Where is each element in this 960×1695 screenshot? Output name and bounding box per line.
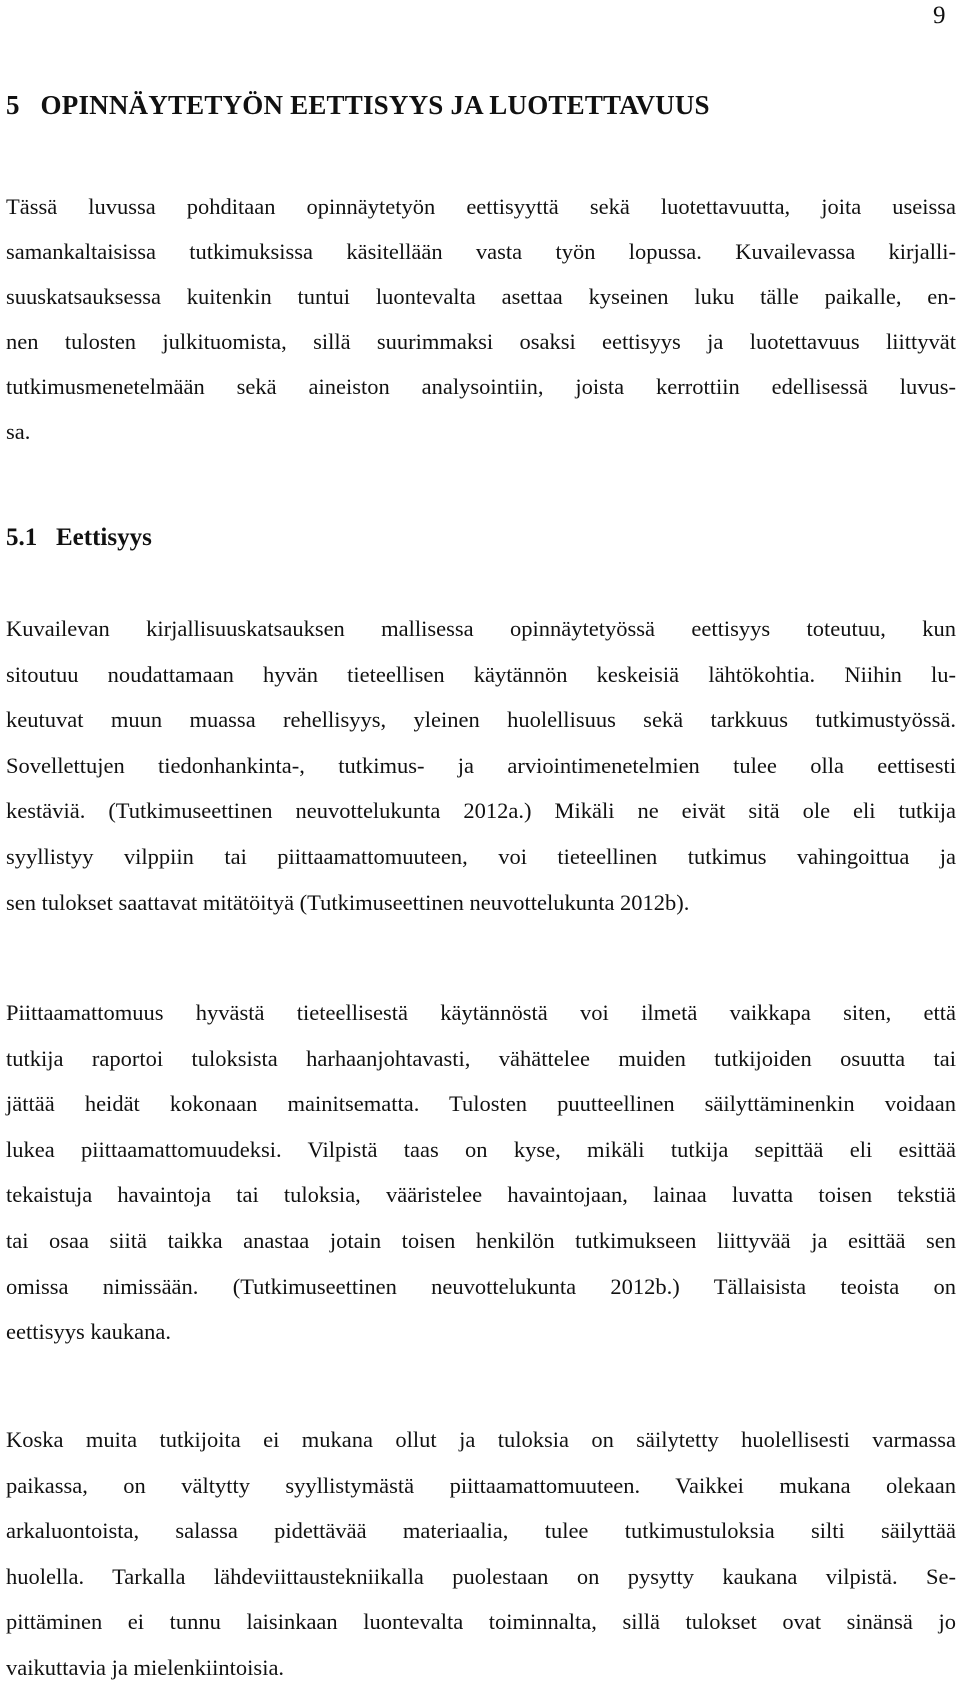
- chapter-heading: 5 OPINNÄYTETYÖN EETTISYYS JA LUOTETTAVUUS: [6, 90, 710, 120]
- text-line: tutkija raportoi tuloksista harhaanjohtavasti, vähättelee muiden tutkijoiden osuutta tai: [6, 1045, 956, 1071]
- text-line: tekaistuja havaintoja tai tuloksia, vääristelee havaintojaan, lainaa luvatta toisen tekstiä: [6, 1182, 956, 1208]
- text-line: huolella. Tarkalla lähdeviittaustekniikalla puolestaan on pysytty kaukana vilpistä. Se-: [6, 1563, 956, 1589]
- section-heading: 5.1 Eettisyys: [6, 524, 152, 551]
- text-line: vaikuttavia ja mielenkiintoisia.: [6, 1654, 285, 1680]
- text-line: paikassa, on vältytty syyllistymästä piittaamattomuuteen. Vaikkei mukana olekaan: [6, 1472, 956, 1498]
- body-paragraph-1: [6, 606, 956, 925]
- body-paragraph-3: [6, 1417, 956, 1691]
- text-line: kestäviä. (Tutkimuseettinen neuvottelukunta 2012a.) Mikäli ne eivät sitä ole eli tutkija: [6, 798, 956, 824]
- text-line: sa.: [6, 419, 31, 444]
- body-paragraph-2: [6, 990, 956, 1355]
- text-line: sen tulokset saattavat mitätöityä (Tutkimuseettinen neuvottelukunta 2012b).: [6, 889, 690, 915]
- text-line: pittäminen ei tunnu laisinkaan luontevalta toiminnalta, sillä tulokset ovat sinänsä jo: [6, 1609, 956, 1635]
- page-number: 9: [933, 2, 946, 29]
- intro-paragraph: [6, 184, 956, 454]
- text-line: arkaluontoista, salassa pidettävää materiaalia, tulee tutkimustuloksia silti säilyttää: [6, 1518, 956, 1544]
- text-line: sitoutuu noudattamaan hyvän tieteellisen käytännön keskeisiä lähtökohtia. Niihin lu-: [6, 661, 956, 687]
- text-line: omissa nimissään. (Tutkimuseettinen neuvottelukunta 2012b.) Tällaisista teoista on: [6, 1273, 956, 1299]
- text-line: samankaltaisissa tutkimuksissa käsitellään vasta työn lopussa. Kuvailevassa kirjalli-: [6, 239, 956, 264]
- text-line: lukea piittaamattomuudeksi. Vilpistä taas on kyse, mikäli tutkija sepittää eli esittää: [6, 1136, 956, 1162]
- text-line: jättää heidät kokonaan mainitsematta. Tulosten puutteellinen säilyttäminenkin voidaan: [6, 1091, 956, 1117]
- text-line: Kuvailevan kirjallisuuskatsauksen mallisessa opinnäytetyössä eettisyys toteutuu, kun: [6, 616, 956, 641]
- text-line: syyllistyy vilppiin tai piittaamattomuuteen, voi tieteellinen tutkimus vahingoittua ja: [6, 843, 956, 869]
- text-line: Koska muita tutkijoita ei mukana ollut ja tuloksia on säilytetty huolellisesti varmassa: [6, 1427, 956, 1452]
- text-line: nen tulosten julkituomista, sillä suurimmaksi osaksi eettisyys ja luotettavuus liittyvät: [6, 329, 956, 354]
- text-line: Tässä luvussa pohditaan opinnäytetyön eettisyyttä sekä luotettavuutta, joita useissa: [6, 194, 956, 219]
- text-line: keutuvat muun muassa rehellisyys, yleinen huolellisuus sekä tarkkuus tutkimustyössä.: [6, 707, 956, 733]
- text-line: eettisyys kaukana.: [6, 1319, 171, 1345]
- text-line: tai osaa siitä taikka anastaa jotain toisen henkilön tutkimukseen liittyvää ja esittää sen: [6, 1227, 956, 1253]
- text-line: Sovellettujen tiedonhankinta-, tutkimus- ja arviointimenetelmien tulee olla eettisesti: [6, 752, 956, 778]
- text-line: suuskatsauksessa kuitenkin tuntui luontevalta asettaa kyseinen luku tälle paikalle, en-: [6, 284, 956, 309]
- text-line: tutkimusmenetelmään sekä aineiston analysointiin, joista kerrottiin edellisessä luvus-: [6, 374, 956, 399]
- text-line: Piittaamattomuus hyvästä tieteellisestä käytännöstä voi ilmetä vaikkapa siten, että: [6, 1000, 956, 1025]
